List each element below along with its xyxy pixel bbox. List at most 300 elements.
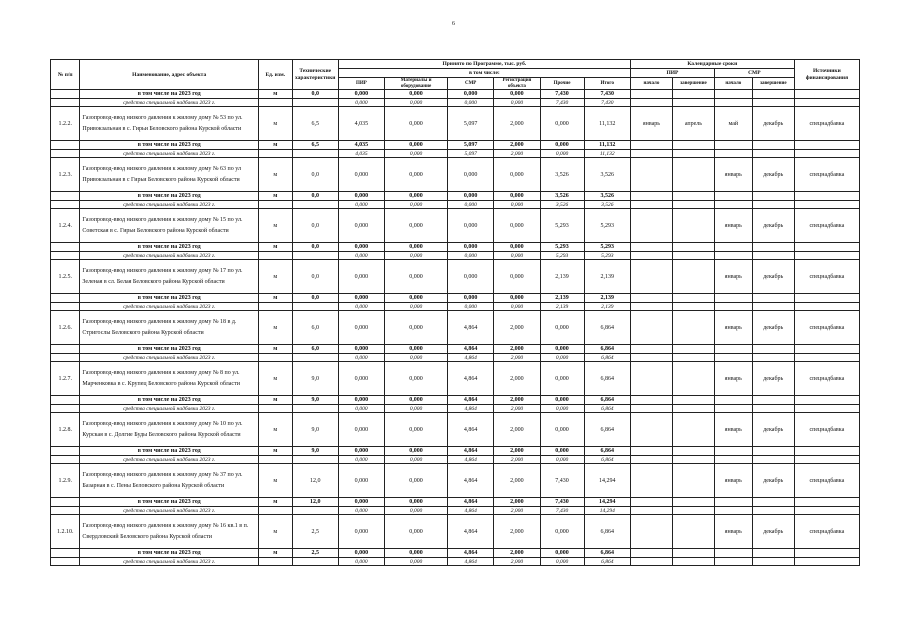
cost-pir: 0,000 xyxy=(338,201,384,209)
cost-other: 0,000 xyxy=(540,447,584,456)
cost-smr: 0,000 xyxy=(448,303,494,311)
tech-value: 9,0 xyxy=(292,362,338,396)
cost-pir: 0,000 xyxy=(338,345,384,354)
empty-cell xyxy=(672,150,714,158)
empty-cell xyxy=(630,498,672,507)
empty-cell xyxy=(672,90,714,99)
subtotal-label: в том числе на 2023 год xyxy=(80,192,259,201)
row-number xyxy=(51,90,80,99)
cost-total: 5,293 xyxy=(584,209,630,243)
cost-reg: 2,000 xyxy=(494,549,540,558)
tech-value: 9,0 xyxy=(292,413,338,447)
object-name: Газопровод-ввод низкого давления к жилому дому № 63 по ул Привокзальная в с Гирьи Беловского района Курской области xyxy=(80,158,259,192)
cost-mat: 0,000 xyxy=(385,396,448,405)
cost-smr: 5,097 xyxy=(448,107,494,141)
subtotal-label: в том числе на 2023 год xyxy=(80,498,259,507)
empty-cell xyxy=(752,99,794,107)
empty-cell xyxy=(794,354,859,362)
unit: м xyxy=(258,345,292,354)
empty-cell xyxy=(630,90,672,99)
empty-cell xyxy=(752,498,794,507)
cost-smr: 0,000 xyxy=(448,243,494,252)
row-number: 1.2.3. xyxy=(51,158,80,192)
cost-total: 7,430 xyxy=(584,90,630,99)
cost-reg: 2,000 xyxy=(494,150,540,158)
cost-mat: 0,000 xyxy=(385,90,448,99)
year-subtotal-row xyxy=(51,447,860,456)
cost-total: 11,132 xyxy=(584,141,630,150)
empty-cell xyxy=(672,243,714,252)
empty-cell xyxy=(630,150,672,158)
empty-cell xyxy=(672,345,714,354)
cost-reg: 2,000 xyxy=(494,515,540,549)
unit: м xyxy=(258,413,292,447)
empty-cell xyxy=(630,456,672,464)
cost-mat: 0,000 xyxy=(385,558,448,566)
funding-source: спецнадбавка xyxy=(794,209,859,243)
empty-cell xyxy=(630,201,672,209)
empty-cell xyxy=(714,150,752,158)
row-number: 1.2.6. xyxy=(51,311,80,345)
cost-total: 3,526 xyxy=(584,192,630,201)
year-subtotal-row xyxy=(51,294,860,303)
empty-cell xyxy=(672,456,714,464)
empty-cell xyxy=(630,99,672,107)
cost-smr: 4,864 xyxy=(448,507,494,515)
cost-mat: 0,000 xyxy=(385,362,448,396)
empty-cell xyxy=(714,456,752,464)
cost-other: 5,293 xyxy=(540,252,584,260)
cost-total: 14,294 xyxy=(584,498,630,507)
tech-value xyxy=(292,405,338,413)
smr-end: декабрь xyxy=(752,107,794,141)
row-number xyxy=(51,354,80,362)
cost-smr: 4,864 xyxy=(448,558,494,566)
funding-source: спецнадбавка xyxy=(794,413,859,447)
cost-other: 0,000 xyxy=(540,345,584,354)
empty-cell xyxy=(752,456,794,464)
subtotal-label: в том числе на 2023 год xyxy=(80,447,259,456)
row-number xyxy=(51,456,80,464)
empty-cell xyxy=(752,549,794,558)
cost-reg: 2,000 xyxy=(494,447,540,456)
cost-smr: 4,864 xyxy=(448,396,494,405)
empty-cell xyxy=(794,201,859,209)
cost-other: 3,526 xyxy=(540,192,584,201)
tech-value xyxy=(292,252,338,260)
empty-cell xyxy=(794,141,859,150)
object-name: Газопровод-ввод низкого давления к жилому дому № 18 в д. Стригослы Беловского района Курской области xyxy=(80,311,259,345)
row-number: 1.2.5. xyxy=(51,260,80,294)
unit: м xyxy=(258,396,292,405)
unit: м xyxy=(258,498,292,507)
row-number xyxy=(51,192,80,201)
cost-pir: 4,035 xyxy=(338,141,384,150)
empty-cell xyxy=(752,90,794,99)
unit xyxy=(258,456,292,464)
special-fund-label: средства специальной надбавки 2023 г. xyxy=(80,558,259,566)
tech-value xyxy=(292,507,338,515)
cost-other: 3,526 xyxy=(540,201,584,209)
cost-mat: 0,000 xyxy=(385,260,448,294)
subtotal-label: в том числе на 2023 год xyxy=(80,243,259,252)
cost-other: 0,000 xyxy=(540,141,584,150)
pir-start: январь xyxy=(630,107,672,141)
cost-other: 0,000 xyxy=(540,558,584,566)
pir-start xyxy=(630,515,672,549)
empty-cell xyxy=(672,558,714,566)
empty-cell xyxy=(794,294,859,303)
special-fund-label: средства специальной надбавки 2023 г. xyxy=(80,303,259,311)
cost-mat: 0,000 xyxy=(385,141,448,150)
cost-total: 11,132 xyxy=(584,150,630,158)
row-number xyxy=(51,507,80,515)
cost-pir: 0,000 xyxy=(338,396,384,405)
object-name: Газопровод-ввод низкого давления к жилому дому № 16 кв.1 в п. Свердловский Беловского района Курской области xyxy=(80,515,259,549)
cost-other: 7,430 xyxy=(540,507,584,515)
empty-cell xyxy=(752,150,794,158)
col-tech: Технические характеристики xyxy=(292,60,338,90)
cost-total: 6,864 xyxy=(584,515,630,549)
cost-total: 2,139 xyxy=(584,294,630,303)
cost-total: 7,430 xyxy=(584,99,630,107)
row-number xyxy=(51,294,80,303)
smr-start: май xyxy=(714,107,752,141)
year-subtotal-row xyxy=(51,90,860,99)
unit xyxy=(258,507,292,515)
row-number xyxy=(51,243,80,252)
cost-pir: 0,000 xyxy=(338,464,384,498)
cost-smr: 4,864 xyxy=(448,354,494,362)
special-fund-label: средства специальной надбавки 2023 г. xyxy=(80,150,259,158)
empty-cell xyxy=(630,294,672,303)
unit: м xyxy=(258,294,292,303)
empty-cell xyxy=(672,498,714,507)
cost-other: 0,000 xyxy=(540,354,584,362)
row-number xyxy=(51,150,80,158)
special-fund-label: средства специальной надбавки 2023 г. xyxy=(80,456,259,464)
empty-cell xyxy=(672,252,714,260)
col-total: Итого xyxy=(584,78,630,90)
cost-pir: 0,000 xyxy=(338,405,384,413)
col-registration: Регистрация объекта xyxy=(494,78,540,90)
cost-mat: 0,000 xyxy=(385,345,448,354)
special-fund-label: средства специальной надбавки 2023 г. xyxy=(80,99,259,107)
cost-mat: 0,000 xyxy=(385,201,448,209)
tech-value: 0,0 xyxy=(292,158,338,192)
empty-cell xyxy=(794,396,859,405)
pir-end xyxy=(672,362,714,396)
row-number xyxy=(51,447,80,456)
tech-value: 2,5 xyxy=(292,549,338,558)
row-number xyxy=(51,141,80,150)
empty-cell xyxy=(630,396,672,405)
cost-other: 2,139 xyxy=(540,294,584,303)
funding-source: спецнадбавка xyxy=(794,362,859,396)
unit xyxy=(258,558,292,566)
empty-cell xyxy=(630,558,672,566)
smr-start: январь xyxy=(714,413,752,447)
empty-cell xyxy=(672,507,714,515)
col-cal-pir: ПИР xyxy=(630,69,714,78)
tech-value: 12,0 xyxy=(292,464,338,498)
empty-cell xyxy=(630,354,672,362)
funding-source: спецнадбавка xyxy=(794,464,859,498)
page-number: 6 xyxy=(452,21,455,27)
tech-value: 9,0 xyxy=(292,396,338,405)
cost-reg: 2,000 xyxy=(494,413,540,447)
cost-pir: 4,035 xyxy=(338,107,384,141)
row-number xyxy=(51,498,80,507)
cost-smr: 4,864 xyxy=(448,405,494,413)
pir-start xyxy=(630,158,672,192)
cost-reg: 0,000 xyxy=(494,201,540,209)
pir-end xyxy=(672,413,714,447)
cost-mat: 0,000 xyxy=(385,354,448,362)
empty-cell xyxy=(672,294,714,303)
tech-value xyxy=(292,150,338,158)
pir-end: апрель xyxy=(672,107,714,141)
cost-other: 0,000 xyxy=(540,107,584,141)
object-name: Газопровод-ввод низкого давления к жилому дому № 53 по ул. Привокзальная в с. Гирьи Беловского района Курской области xyxy=(80,107,259,141)
empty-cell xyxy=(752,201,794,209)
unit xyxy=(258,150,292,158)
cost-smr: 4,864 xyxy=(448,413,494,447)
empty-cell xyxy=(630,252,672,260)
smr-start: январь xyxy=(714,311,752,345)
empty-cell xyxy=(794,90,859,99)
year-subtotal-row xyxy=(51,498,860,507)
row-number xyxy=(51,558,80,566)
cost-pir: 0,000 xyxy=(338,192,384,201)
cost-mat: 0,000 xyxy=(385,311,448,345)
tech-value: 0,0 xyxy=(292,192,338,201)
empty-cell xyxy=(672,303,714,311)
empty-cell xyxy=(630,549,672,558)
cost-mat: 0,000 xyxy=(385,498,448,507)
program-table xyxy=(50,59,860,566)
empty-cell xyxy=(714,99,752,107)
cost-reg: 2,000 xyxy=(494,362,540,396)
cost-mat: 0,000 xyxy=(385,294,448,303)
empty-cell xyxy=(672,396,714,405)
tech-value: 6,5 xyxy=(292,107,338,141)
cost-mat: 0,000 xyxy=(385,507,448,515)
empty-cell xyxy=(714,303,752,311)
pir-end xyxy=(672,311,714,345)
unit: м xyxy=(258,90,292,99)
cost-total: 6,864 xyxy=(584,549,630,558)
cost-reg: 0,000 xyxy=(494,192,540,201)
tech-value: 12,0 xyxy=(292,498,338,507)
unit: м xyxy=(258,515,292,549)
pir-end xyxy=(672,515,714,549)
cost-smr: 0,000 xyxy=(448,201,494,209)
cost-mat: 0,000 xyxy=(385,99,448,107)
unit: м xyxy=(258,260,292,294)
unit: м xyxy=(258,158,292,192)
cost-mat: 0,000 xyxy=(385,158,448,192)
cost-total: 3,526 xyxy=(584,201,630,209)
empty-cell xyxy=(672,447,714,456)
cost-other: 0,000 xyxy=(540,362,584,396)
smr-start: январь xyxy=(714,362,752,396)
empty-cell xyxy=(752,507,794,515)
pir-end xyxy=(672,464,714,498)
row-number: 1.2.9. xyxy=(51,464,80,498)
unit: м xyxy=(258,447,292,456)
cost-smr: 0,000 xyxy=(448,158,494,192)
cost-pir: 0,000 xyxy=(338,209,384,243)
row-number: 1.2.7. xyxy=(51,362,80,396)
subtotal-label: в том числе на 2023 год xyxy=(80,90,259,99)
cost-pir: 0,000 xyxy=(338,354,384,362)
cost-reg: 0,000 xyxy=(494,252,540,260)
empty-cell xyxy=(714,345,752,354)
cost-mat: 0,000 xyxy=(385,464,448,498)
cost-other: 2,139 xyxy=(540,303,584,311)
tech-value: 6,5 xyxy=(292,141,338,150)
cost-reg: 2,000 xyxy=(494,354,540,362)
cost-pir: 0,000 xyxy=(338,558,384,566)
cost-smr: 5,097 xyxy=(448,141,494,150)
object-row xyxy=(51,515,860,549)
cost-mat: 0,000 xyxy=(385,456,448,464)
col-other: Прочие xyxy=(540,78,584,90)
object-row xyxy=(51,107,860,141)
cost-pir: 0,000 xyxy=(338,507,384,515)
cost-smr: 4,864 xyxy=(448,464,494,498)
cost-other: 7,430 xyxy=(540,90,584,99)
special-fund-row xyxy=(51,150,860,158)
cost-smr: 0,000 xyxy=(448,90,494,99)
empty-cell xyxy=(672,549,714,558)
cost-total: 11,132 xyxy=(584,107,630,141)
cost-pir: 0,000 xyxy=(338,90,384,99)
empty-cell xyxy=(794,498,859,507)
empty-cell xyxy=(672,99,714,107)
cost-smr: 4,864 xyxy=(448,456,494,464)
col-incl: в том числе: xyxy=(338,69,630,78)
table-body xyxy=(51,90,860,566)
smr-end: декабрь xyxy=(752,158,794,192)
col-materials: Материалы и оборудование xyxy=(385,78,448,90)
cost-pir: 0,000 xyxy=(338,456,384,464)
cost-reg: 0,000 xyxy=(494,90,540,99)
empty-cell xyxy=(672,192,714,201)
row-number xyxy=(51,99,80,107)
special-fund-label: средства специальной надбавки 2023 г. xyxy=(80,507,259,515)
col-smr-end: завершение xyxy=(752,78,794,90)
cost-total: 5,293 xyxy=(584,243,630,252)
empty-cell xyxy=(752,345,794,354)
cost-pir: 0,000 xyxy=(338,158,384,192)
special-fund-row xyxy=(51,405,860,413)
empty-cell xyxy=(794,456,859,464)
empty-cell xyxy=(752,243,794,252)
object-name: Газопровод-ввод низкого давления к жилому дому № 10 по ул. Курская в с. Долгие Буды Беловского района Курской области xyxy=(80,413,259,447)
cost-smr: 4,864 xyxy=(448,311,494,345)
cost-smr: 4,864 xyxy=(448,498,494,507)
empty-cell xyxy=(794,447,859,456)
pir-start xyxy=(630,260,672,294)
cost-reg: 2,000 xyxy=(494,456,540,464)
cost-reg: 2,000 xyxy=(494,558,540,566)
pir-end xyxy=(672,209,714,243)
special-fund-row xyxy=(51,201,860,209)
pir-start xyxy=(630,413,672,447)
subtotal-label: в том числе на 2023 год xyxy=(80,141,259,150)
empty-cell xyxy=(752,447,794,456)
funding-source: спецнадбавка xyxy=(794,107,859,141)
funding-source: спецнадбавка xyxy=(794,311,859,345)
cost-pir: 0,000 xyxy=(338,515,384,549)
unit: м xyxy=(258,362,292,396)
cost-total: 6,864 xyxy=(584,456,630,464)
year-subtotal-row xyxy=(51,141,860,150)
tech-value: 2,5 xyxy=(292,515,338,549)
empty-cell xyxy=(794,549,859,558)
empty-cell xyxy=(794,558,859,566)
empty-cell xyxy=(714,354,752,362)
cost-reg: 0,000 xyxy=(494,260,540,294)
object-row xyxy=(51,260,860,294)
pir-start xyxy=(630,362,672,396)
funding-source: спецнадбавка xyxy=(794,515,859,549)
empty-cell xyxy=(714,396,752,405)
cost-reg: 0,000 xyxy=(494,294,540,303)
cost-other: 0,000 xyxy=(540,405,584,413)
cost-mat: 0,000 xyxy=(385,252,448,260)
special-fund-row xyxy=(51,252,860,260)
cost-smr: 0,000 xyxy=(448,260,494,294)
cost-total: 6,864 xyxy=(584,311,630,345)
cost-mat: 0,000 xyxy=(385,150,448,158)
col-pir: ПИР xyxy=(338,78,384,90)
cost-mat: 0,000 xyxy=(385,243,448,252)
cost-other: 0,000 xyxy=(540,150,584,158)
empty-cell xyxy=(630,345,672,354)
empty-cell xyxy=(794,192,859,201)
special-fund-label: средства специальной надбавки 2023 г. xyxy=(80,252,259,260)
cost-reg: 2,000 xyxy=(494,405,540,413)
cost-total: 6,864 xyxy=(584,447,630,456)
unit xyxy=(258,201,292,209)
cost-other: 5,293 xyxy=(540,209,584,243)
empty-cell xyxy=(794,345,859,354)
unit: м xyxy=(258,243,292,252)
cost-mat: 0,000 xyxy=(385,192,448,201)
cost-reg: 2,000 xyxy=(494,141,540,150)
empty-cell xyxy=(672,201,714,209)
row-number xyxy=(51,303,80,311)
cost-smr: 0,000 xyxy=(448,99,494,107)
empty-cell xyxy=(714,201,752,209)
year-subtotal-row xyxy=(51,549,860,558)
cost-reg: 2,000 xyxy=(494,464,540,498)
object-row xyxy=(51,362,860,396)
empty-cell xyxy=(752,294,794,303)
cost-total: 6,864 xyxy=(584,396,630,405)
smr-start: январь xyxy=(714,515,752,549)
cost-smr: 5,097 xyxy=(448,150,494,158)
tech-value xyxy=(292,354,338,362)
smr-end: декабрь xyxy=(752,209,794,243)
col-smr: СМР xyxy=(448,78,494,90)
empty-cell xyxy=(794,507,859,515)
empty-cell xyxy=(630,447,672,456)
empty-cell xyxy=(714,558,752,566)
